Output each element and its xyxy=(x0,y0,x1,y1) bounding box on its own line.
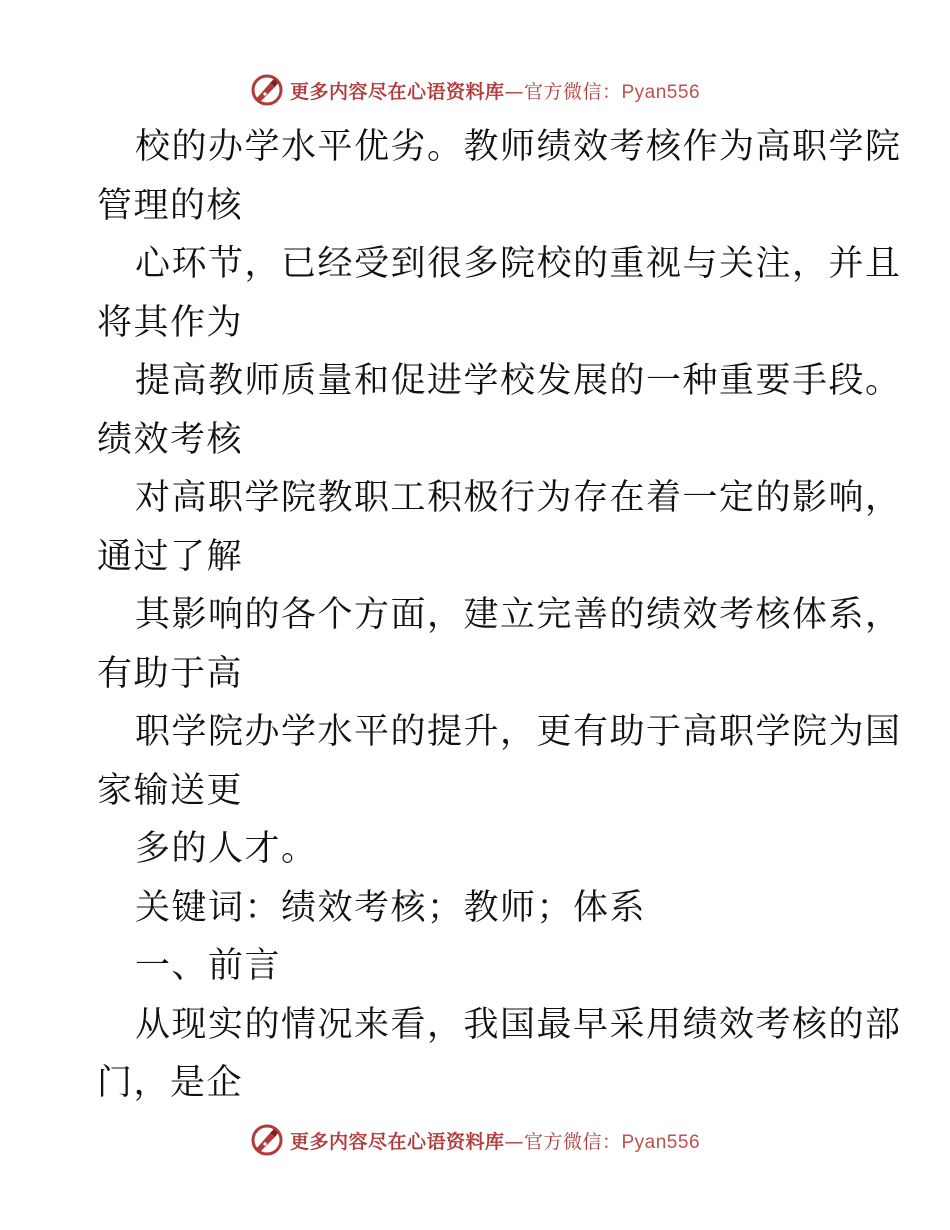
document-body xyxy=(97,118,902,1113)
text-line: 职学院办学水平的提升，更有助于高职学院为国 xyxy=(135,712,902,752)
header-banner-inner xyxy=(250,73,700,107)
text-line: 心环节，已经受到很多院校的重视与关注，并且 xyxy=(135,244,902,284)
header-banner-wechat-id: Pyan556 xyxy=(621,81,701,103)
footer-banner-slogan: 更多内容尽在心语资料库 xyxy=(289,1130,505,1153)
pen-nib-logo-icon xyxy=(250,73,284,107)
footer-banner-wechat-id: Pyan556 xyxy=(621,1131,701,1153)
header-banner-text xyxy=(290,77,700,104)
footer-banner-wechat-label: 官方微信： xyxy=(523,1130,622,1153)
text-line: 校的办学水平优劣。教师绩效考核作为高职学院 xyxy=(135,127,902,167)
text-line: 从现实的情况来看，我国最早采用绩效考核的部 xyxy=(135,1004,902,1045)
footer-banner-dash: — xyxy=(504,1130,524,1153)
header-banner xyxy=(0,70,950,110)
footer-banner xyxy=(0,1120,950,1160)
text-line: 将其作为 xyxy=(97,302,244,343)
text-line: 提高教师质量和促进学校发展的一种重要手段。 xyxy=(135,361,902,401)
text-line: 多的人才。 xyxy=(135,829,318,869)
header-banner-slogan: 更多内容尽在心语资料库 xyxy=(289,80,505,103)
text-line: 管理的核 xyxy=(97,185,244,226)
text-line: 通过了解 xyxy=(97,536,244,577)
text-line: 一、前言 xyxy=(135,946,282,986)
text-line: 其影响的各个方面，建立完善的绩效考核体系， xyxy=(135,595,902,635)
header-banner-dash: — xyxy=(504,80,524,103)
footer-banner-inner xyxy=(250,1123,700,1157)
text-line: 对高职学院教职工积极行为存在着一定的影响， xyxy=(135,478,902,518)
header-banner-wechat-label: 官方微信： xyxy=(523,80,622,103)
pen-nib-logo-icon xyxy=(250,1123,284,1157)
text-line: 绩效考核 xyxy=(97,419,244,460)
text-line: 家输送更 xyxy=(97,770,244,811)
text-line: 关键词：绩效考核；教师；体系 xyxy=(135,887,647,928)
footer-banner-text xyxy=(290,1127,700,1154)
text-line: 有助于高 xyxy=(97,653,244,694)
text-line: 门，是企 xyxy=(97,1063,244,1103)
